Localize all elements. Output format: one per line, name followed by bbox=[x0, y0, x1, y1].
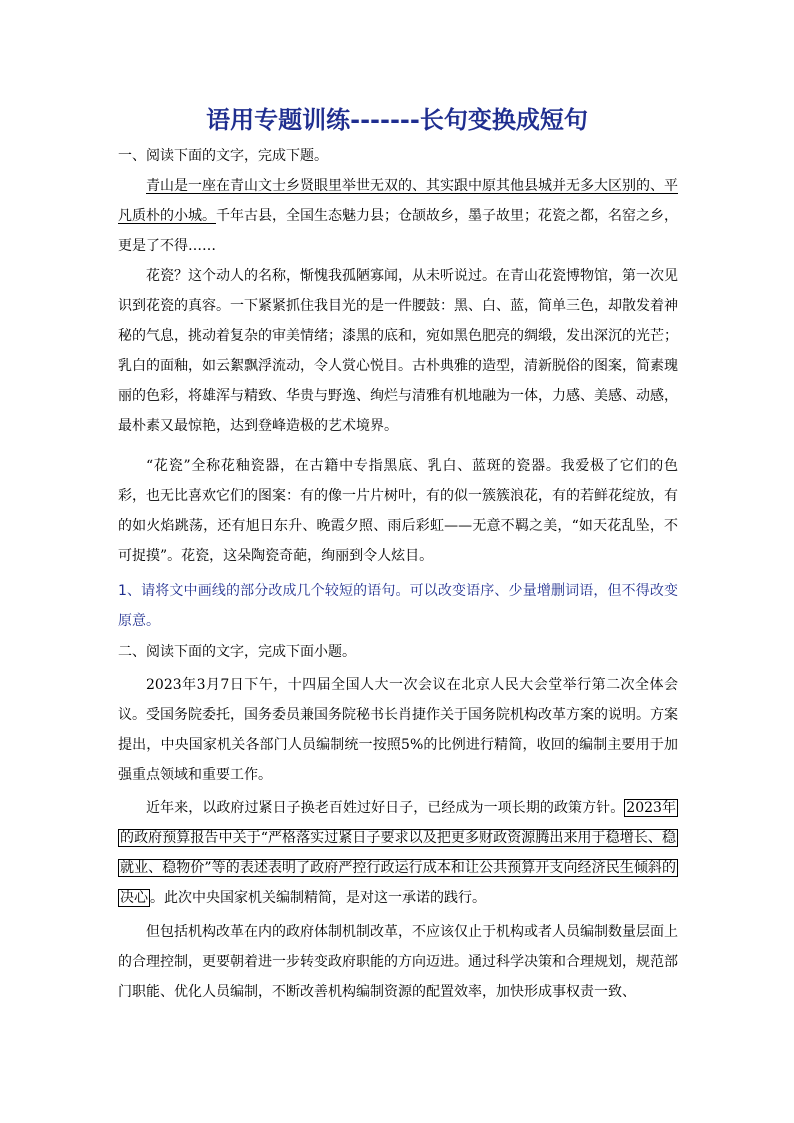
section1-paragraph-3: “花瓷”全称花釉瓷器，在古籍中专指黑底、乳白、蓝斑的瓷器。我爱极了它们的色彩，也无比喜欢它们的图案：有的像一片片树叶，有的似一簇簇浪花，有的若鲜花绽放，有的如火焰跳荡，还有旭日东升、晚霞夕照、雨后彩虹——无意不羁之美，“如天花乱坠，不可捉摸”。花瓷，这朵陶瓷奇葩，绚丽到令人炫目。 bbox=[118, 458, 678, 564]
paragraph-text: 近年来，以政府过紧日子换老百姓过好日子，已经成为一项长期的政策方针。 bbox=[146, 800, 625, 816]
underlined-sentence: 青山是一座在青山文士乡贤眼里举世无双的、其实跟中原其他县城并无多大区别的、平凡质朴的小城。 bbox=[118, 178, 678, 224]
paragraph-text: 千年古县，全国生态魅力县；仓颉故乡，墨子故里；花瓷之都，名窑之乡，更是了不得…… bbox=[118, 208, 678, 254]
section1-paragraph-1 bbox=[118, 171, 678, 261]
section2-heading: 二、阅读下面的文字，完成下面小题。 bbox=[118, 644, 356, 660]
section2-paragraph-3: 但包括机构改革在内的政府体制机制改革，不应该仅止于机构或者人员编制数量层面上的合理控制，更要朝着进一步转变政府职能的方向迈进。通过科学决策和合理规划，规范部门职能、优化人员编制，不断改善机构编制资源的配置效率，加快形成事权责一致、 bbox=[118, 924, 678, 1000]
section2-paragraph-2 bbox=[118, 793, 678, 913]
section1-heading: 一、阅读下面的文字，完成下题。 bbox=[118, 148, 328, 164]
section1-paragraph-2: 花瓷？这个动人的名称，惭愧我孤陋寡闻，从未听说过。在青山花瓷博物馆，第一次见识到花瓷的真容。一下紧紧抓住我目光的是一件腰鼓：黑、白、蓝，简单三色，却散发着神秘的气息，挑动着复杂的审美情绪；漆黑的底和，宛如黑色肥亮的绸缎，发出深沉的光芒；乳白的面釉，如云絮飘浮流动，令人赏心悦目。古朴典雅的造型，清新脱俗的图案，简素瑰丽的色彩，将雄浑与精致、华贵与野逸、绚烂与清雅有机地融为一体，力感、美感、动感，最朴素又最惊艳，达到登峰造极的艺术境界。 bbox=[118, 268, 678, 434]
section2-paragraph-1: 2023年3月7日下午，十四届全国人大一次会议在北京人民大会堂举行第二次全体会议。受国务院委托，国务委员兼国务院秘书长肖捷作关于国务院机构改革方案的说明。方案提出，中央国家机关各部门人员编制统一按照5%的比例进行精简，收回的编制主要用于加强重点领域和重要工作。 bbox=[118, 677, 678, 783]
question-1: 1、请将文中画线的部分改成几个较短的语句。可以改变语序、少量增删词语，但不得改变原意。 bbox=[118, 583, 678, 629]
paragraph-text: 。此次中央国家机关编制精简，是对这一承诺的践行。 bbox=[150, 890, 486, 906]
boxed-sentence: 2023年的政府预算报告中关于“严格落实过紧日子要求以及把更多财政资源腾出来用于稳增长、稳就业、稳物价”等的表述表明了政府严控行政运行成本和让公共预算开支向经济民生倾斜的决心 bbox=[120, 800, 676, 906]
page-title: 语用专题训练-------长句变换成短句 bbox=[206, 106, 588, 134]
